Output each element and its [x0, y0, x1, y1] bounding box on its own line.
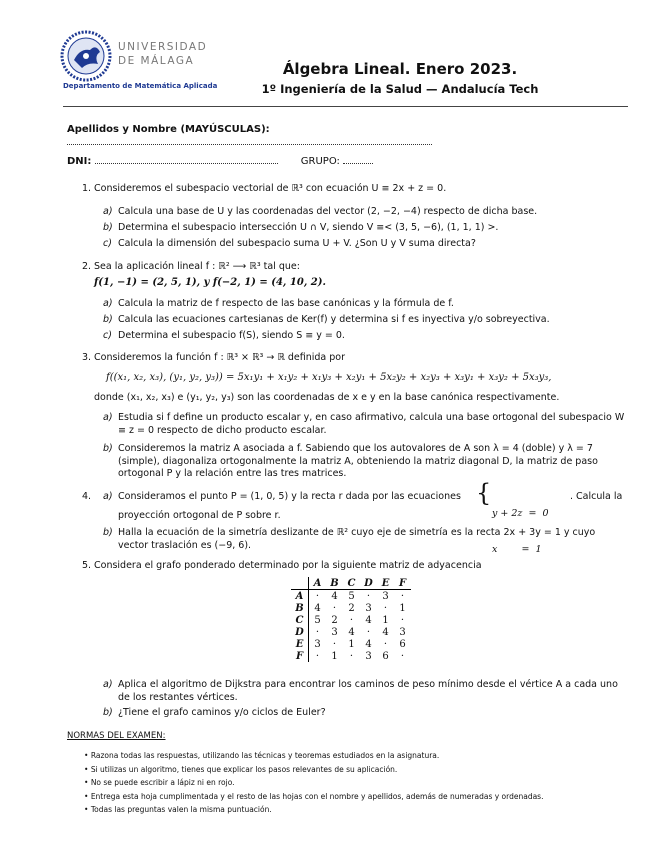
q3-where: donde (x₁, x₂, x₃) e (y₁, y₂, y₃) son las coordenadas de x e y en la base canónica respectivamente. — [94, 392, 560, 403]
table-cell: · — [366, 590, 371, 602]
table-cell: · — [400, 650, 405, 662]
logo-seal-icon — [60, 30, 112, 82]
equation-system — [492, 484, 549, 568]
exam-subtitle: 1º Ingeniería de la Salud — Andalucía Tech — [261, 82, 539, 96]
table-cell: · — [400, 590, 405, 602]
col-header: D — [360, 577, 377, 590]
table-cell: 4 — [365, 614, 372, 626]
part-text: Determina el subespacio intersección U ∩ V, siendo V ≡< (3, 5, −6), (1, 1, 1) >. — [118, 222, 499, 233]
rule-item: • Todas las preguntas valen la misma puntuación. — [84, 805, 272, 814]
table-cell: 3 — [365, 650, 372, 662]
part-text: Calcula la dimensión del subespacio suma U + V. ¿Son U y V suma directa? — [118, 238, 476, 249]
dni-field[interactable] — [95, 154, 278, 164]
question-number: 4. — [82, 491, 92, 502]
table-cell: 6 — [399, 638, 406, 650]
dni-label: DNI: — [67, 156, 92, 167]
part-label: c) — [103, 330, 112, 341]
table-cell: 3 — [331, 626, 338, 638]
university-line2: DE MÁLAGA — [118, 55, 195, 67]
table-cell: 4 — [348, 626, 355, 638]
part-label: b) — [103, 443, 113, 454]
equation-2: x = 1 — [492, 544, 542, 555]
rule-text: Si utilizas un algoritmo, tienes que explicar los pasos relevantes de su aplicación. — [90, 764, 398, 774]
table-cell: · — [366, 626, 371, 638]
q1-part-b — [103, 222, 628, 235]
table-cell: 4 — [382, 626, 389, 638]
system-brace: { — [476, 479, 492, 507]
table-cell: 6 — [382, 650, 389, 662]
rule-text: Todas las preguntas valen la misma puntuación. — [90, 805, 272, 814]
part-label: b) — [103, 527, 113, 538]
q2-part-c — [103, 330, 628, 343]
part-label: a) — [103, 679, 113, 690]
rule-item: • Si utilizas un algoritmo, tienes que explicar los pasos relevantes de su aplicación. — [84, 764, 398, 774]
q1-part-c — [103, 238, 628, 251]
adjacency-table — [291, 577, 411, 662]
table-header-row — [291, 577, 411, 590]
table-row — [291, 602, 411, 614]
q3-part-a — [103, 412, 628, 437]
col-header: A — [309, 577, 327, 590]
part-label: a) — [103, 491, 113, 502]
question-intro: Consideremos el subespacio vectorial de ℝ³ con ecuación U ≡ 2x + z = 0. — [94, 183, 447, 194]
equation-1: y + 2z = 0 — [492, 508, 549, 519]
table-row — [291, 614, 411, 626]
rule-item: • Razona todas las respuestas, utilizando las técnicas y teoremas estudiados en la asignatura. — [84, 751, 440, 760]
row-header: F — [291, 650, 309, 662]
rule-text: Entrega esta hoja cumplimentada y el resto de las hojas con el nombre y apellidos, además de numeradas y ordenadas. — [90, 791, 544, 801]
table-cell: 4 — [331, 590, 338, 602]
table-row — [291, 650, 411, 662]
name-field-row — [67, 124, 627, 148]
university-line1: UNIVERSIDAD — [118, 41, 208, 53]
table-cell: · — [349, 614, 354, 626]
exam-title: Álgebra Lineal. Enero 2023. — [282, 60, 518, 78]
part-label: a) — [103, 412, 113, 423]
part-text: Calcula una base de U y las coordenadas del vector (2, −2, −4) respecto de dicha base. — [118, 206, 538, 217]
dni-field-row — [67, 154, 627, 167]
group-field[interactable] — [343, 154, 373, 164]
table-cell: · — [315, 650, 320, 662]
row-header: B — [291, 602, 309, 614]
corner-cell — [291, 577, 309, 590]
adjacency-matrix — [291, 577, 411, 662]
table-row — [291, 626, 411, 638]
q2-condition: f(1, −1) = (2, 5, 1), y f(−2, 1) = (4, 10, 2). — [94, 277, 326, 288]
part-text: Consideremos la matriz A asociada a f. Sabiendo que los autovalores de A son λ = 4 (doble) y λ = 7 (simple), diagonaliza ortogonalmente la matriz A, obteniendo la matriz diagonal D, la matriz de paso ortogonal P y la relación entre las tres matrices. — [118, 443, 598, 479]
q4-a-continuation: proyección ortogonal de P sobre r. — [118, 510, 281, 521]
q1-part-a — [103, 206, 628, 219]
question-number: 2. — [82, 261, 92, 272]
part-text: Consideramos el punto P = (1, 0, 5) y la recta r dada por las ecuaciones — [118, 491, 461, 502]
q3-part-b — [103, 443, 628, 481]
table-cell: 1 — [399, 602, 406, 614]
part-label: a) — [103, 298, 113, 309]
part-text: ¿Tiene el grafo caminos y/o ciclos de Euler? — [118, 707, 326, 718]
part-label: b) — [103, 707, 113, 718]
table-row — [291, 638, 411, 650]
table-cell: 5 — [348, 590, 355, 602]
col-header: E — [377, 577, 394, 590]
question-3 — [82, 352, 624, 365]
table-cell: 2 — [331, 614, 338, 626]
name-field[interactable] — [67, 135, 432, 145]
rule-item: • No se puede escribir a lápiz ni en rojo. — [84, 778, 235, 787]
rule-text: Razona todas las respuestas, utilizando las técnicas y teoremas estudiados en la asignatura. — [90, 751, 440, 760]
q2-part-a — [103, 298, 628, 311]
part-text: Calcula la matriz de f respecto de las base canónicas y la fórmula de f. — [118, 298, 454, 309]
department-name: Departamento de Matemática Aplicada — [63, 82, 218, 90]
question-number: 1. — [82, 183, 92, 194]
part-text: Determina el subespacio f(S), siendo S ≡ y = 0. — [118, 330, 345, 341]
table-cell: 3 — [365, 602, 372, 614]
rule-item: • Entrega esta hoja cumplimentada y el resto de las hojas con el nombre y apellidos, además de numeradas y ordenadas. — [84, 791, 544, 801]
question-intro: Sea la aplicación lineal f : ℝ² ⟶ ℝ³ tal que: — [94, 261, 300, 272]
part-label: b) — [103, 222, 113, 233]
table-cell: · — [349, 650, 354, 662]
question-1 — [82, 183, 624, 196]
part-text: Aplica el algoritmo de Dijkstra para encontrar los caminos de peso mínimo desde el vértice A a cada uno de los restantes vértices. — [118, 679, 618, 703]
table-cell: · — [383, 602, 388, 614]
table-cell: 4 — [365, 638, 372, 650]
q5-part-a — [103, 679, 628, 704]
exam-rules-title: NORMAS DEL EXAMEN: — [67, 731, 166, 741]
university-logo — [60, 30, 112, 82]
part-label: c) — [103, 238, 112, 249]
col-header: B — [326, 577, 343, 590]
table-cell: 1 — [382, 614, 389, 626]
part-label: b) — [103, 314, 113, 325]
q4-part-b — [103, 527, 628, 552]
question-5 — [82, 560, 624, 573]
question-intro: Consideremos la función f : ℝ³ × ℝ³ → ℝ definida por — [94, 352, 346, 363]
q4-a-post: . Calcula la — [570, 491, 623, 502]
q3-formula: f((x₁, x₂, x₃), (y₁, y₂, y₃)) = 5x₁y₁ + x₁y₂ + x₁y₃ + x₂y₁ + 5x₂y₂ + x₂y₃ + x₃y₁ + x₃y₂ + 5x₃y₃, — [106, 372, 552, 383]
question-intro: Considera el grafo ponderado determinado por la siguiente matriz de adyacencia — [94, 560, 482, 571]
university-name — [118, 40, 207, 68]
q2-part-b — [103, 314, 628, 327]
table-cell: 3 — [314, 638, 321, 650]
table-cell: 2 — [348, 602, 355, 614]
table-cell: 4 — [314, 602, 321, 614]
table-cell: 1 — [331, 650, 338, 662]
q5-part-b — [103, 707, 628, 720]
table-cell: · — [332, 602, 337, 614]
question-number: 3. — [82, 352, 92, 363]
table-cell: 1 — [348, 638, 355, 650]
col-header: F — [394, 577, 411, 590]
name-label: Apellidos y Nombre (MAYÚSCULAS): — [67, 124, 270, 135]
table-cell: · — [315, 590, 320, 602]
table-cell: · — [315, 626, 320, 638]
header-divider — [63, 106, 628, 107]
table-row — [291, 590, 411, 603]
question-2 — [82, 261, 624, 274]
table-cell: 3 — [399, 626, 406, 638]
row-header: A — [291, 590, 309, 603]
table-cell: 3 — [382, 590, 389, 602]
table-cell: 5 — [314, 614, 321, 626]
table-cell: · — [400, 614, 405, 626]
row-header: E — [291, 638, 309, 650]
rule-text: No se puede escribir a lápiz ni en rojo. — [90, 778, 235, 787]
q4-part-a — [103, 491, 628, 504]
question-number: 5. — [82, 560, 92, 571]
table-cell: · — [332, 638, 337, 650]
part-text: Halla la ecuación de la simetría deslizante de ℝ² cuyo eje de simetría es la recta 2x + 3y = 1 y cuyo vector traslación es (−9, 6). — [118, 527, 596, 551]
row-header: D — [291, 626, 309, 638]
group-label: GRUPO: — [300, 156, 340, 167]
col-header: C — [343, 577, 360, 590]
part-label: a) — [103, 206, 113, 217]
table-cell: · — [383, 638, 388, 650]
part-text: Estudia si f define un producto escalar y, en caso afirmativo, calcula una base ortogonal del subespacio W ≡ z = 0 respecto de dicho producto escalar. — [118, 412, 625, 436]
exam-rules-list — [84, 749, 624, 817]
part-text: Calcula las ecuaciones cartesianas de Ker(f) y determina si f es inyectiva y/o sobreyectiva. — [118, 314, 550, 325]
row-header: C — [291, 614, 309, 626]
